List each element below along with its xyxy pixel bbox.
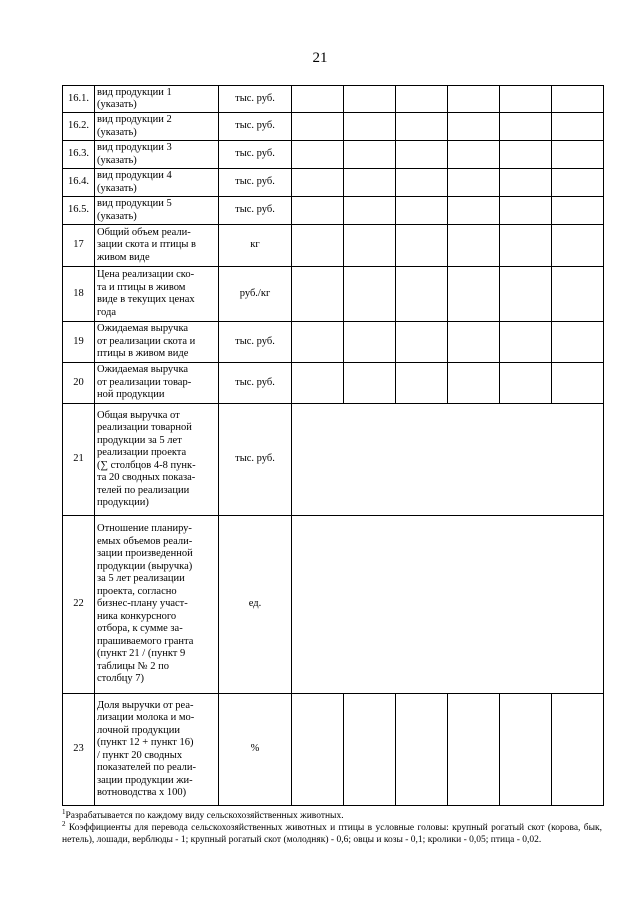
- row-description: [95, 267, 219, 322]
- value-cell: [448, 141, 500, 169]
- value-cell: [292, 169, 344, 197]
- value-cell: [292, 113, 344, 141]
- value-cell: [552, 267, 604, 322]
- value-cell: [552, 363, 604, 404]
- value-cell: [552, 86, 604, 113]
- row-number: 16.5.: [63, 197, 95, 225]
- value-cell: [396, 225, 448, 267]
- value-cell: [396, 141, 448, 169]
- value-cell: [500, 86, 552, 113]
- value-cell: [552, 141, 604, 169]
- row-description: [95, 197, 219, 225]
- value-cell: [448, 267, 500, 322]
- row-description: [95, 169, 219, 197]
- value-cell: [344, 363, 396, 404]
- description-line: (∑ столбцов 4-8 пунк-: [97, 459, 196, 471]
- row-number: 19: [63, 322, 95, 363]
- value-cell: [552, 169, 604, 197]
- row-number: 16.1.: [63, 86, 95, 113]
- description-line: вид продукции 3: [97, 142, 172, 153]
- value-cell: [344, 141, 396, 169]
- description-line: Цена реализации ско-: [97, 269, 195, 280]
- value-cell: [396, 86, 448, 113]
- value-cell: [500, 225, 552, 267]
- value-cell: [448, 225, 500, 267]
- description-line: вид продукции 5: [97, 198, 172, 209]
- row-unit: тыс. руб.: [219, 197, 292, 225]
- value-cell: [344, 322, 396, 363]
- row-unit: тыс. руб.: [219, 363, 292, 404]
- description-line: (указать): [97, 126, 137, 138]
- footnote-2: $^2$ Коэффициенты для перевода сельскохозяйственных животных и птицы в условные головы: крупный рогатый скот (корова, бык, нетель), лошади, верблюды - 1; крупный рогатый скот (молодняк) - 0,6; овцы и козы - 0,1; кролики - 0,05; птица - 0,02.: [62, 819, 602, 845]
- value-cell: [344, 694, 396, 806]
- table-row: [63, 404, 604, 516]
- description-line: продукции (выручка): [97, 560, 193, 572]
- indicators-table: [62, 85, 604, 806]
- description-line: года: [97, 306, 116, 318]
- description-line: живом виде: [97, 251, 150, 263]
- row-number: 23: [63, 694, 95, 806]
- value-cell: [448, 694, 500, 806]
- description-line: (пункт 21 / (пункт 9: [97, 648, 186, 660]
- value-cell: [344, 113, 396, 141]
- description-line: от реализации товар-: [97, 376, 192, 388]
- row-unit: тыс. руб.: [219, 322, 292, 363]
- value-cell: [500, 169, 552, 197]
- row-unit: тыс. руб.: [219, 141, 292, 169]
- value-cell: [292, 267, 344, 322]
- value-cell: [500, 363, 552, 404]
- value-cell: [396, 197, 448, 225]
- page-number: 21: [312, 50, 328, 66]
- description-line: проекта, согласно: [97, 585, 177, 597]
- value-cell: [344, 267, 396, 322]
- footnote-1: $^1$Разрабатывается по каждому виду сельскохозяйственных животных.: [62, 807, 344, 821]
- description-line: Общий объем реали-: [97, 226, 191, 238]
- value-cell: [396, 267, 448, 322]
- table-row: [63, 197, 604, 225]
- row-unit: ед.: [219, 516, 292, 694]
- value-cell: [396, 322, 448, 363]
- row-number: 17: [63, 225, 95, 267]
- description-line: вид продукции 1: [97, 86, 172, 98]
- description-line: таблицы № 2 по: [97, 660, 170, 672]
- value-cell: [448, 363, 500, 404]
- description-line: отбора, к сумме за-: [97, 623, 183, 635]
- description-line: Ожидаемая выручка: [97, 323, 189, 335]
- description-line: за 5 лет реализации: [97, 573, 185, 585]
- row-description: [95, 225, 219, 267]
- value-cell: [500, 694, 552, 806]
- value-cell: [500, 113, 552, 141]
- description-line: (указать): [97, 99, 137, 110]
- description-line: показателей по реали-: [97, 762, 197, 773]
- description-line: зации скота и птицы в: [97, 239, 196, 251]
- table-row: [63, 322, 604, 363]
- table-row: [63, 86, 604, 113]
- description-line: (указать): [97, 182, 137, 194]
- description-line: столбцу 7): [97, 673, 145, 685]
- value-cell: [552, 694, 604, 806]
- row-number: 18: [63, 267, 95, 322]
- row-unit: тыс. руб.: [219, 86, 292, 113]
- footnotes: [62, 807, 602, 846]
- description-line: ной продукции: [97, 389, 165, 401]
- row-unit: тыс. руб.: [219, 113, 292, 141]
- description-line: виде в текущих ценах: [97, 294, 195, 305]
- value-cell: [344, 225, 396, 267]
- value-cell: [448, 169, 500, 197]
- description-line: от реализации скота и: [97, 335, 196, 347]
- description-line: / пункт 20 сводных: [97, 749, 183, 761]
- row-unit: тыс. руб.: [219, 404, 292, 516]
- table-row: [63, 141, 604, 169]
- description-line: птицы в живом виде: [97, 348, 189, 360]
- description-line: зации произведенной: [97, 548, 193, 560]
- description-line: продукции за 5 лет: [97, 434, 182, 446]
- value-cell: [292, 694, 344, 806]
- row-number: 16.2.: [63, 113, 95, 141]
- table-row: [63, 516, 604, 694]
- row-unit: %: [219, 694, 292, 806]
- table-row: [63, 694, 604, 806]
- row-unit: кг: [219, 225, 292, 267]
- description-line: вид продукции 2: [97, 114, 172, 125]
- value-cell: [292, 141, 344, 169]
- merged-value-cell: [292, 516, 604, 694]
- row-description: [95, 363, 219, 404]
- description-line: та 20 сводных показа-: [97, 472, 196, 483]
- row-description: [95, 404, 219, 516]
- row-description: [95, 322, 219, 363]
- value-cell: [500, 267, 552, 322]
- row-description: [95, 86, 219, 113]
- value-cell: [500, 322, 552, 363]
- row-description: [95, 516, 219, 694]
- description-line: реализации проекта: [97, 447, 187, 458]
- row-unit: тыс. руб.: [219, 169, 292, 197]
- description-line: ника конкурсного: [97, 610, 177, 622]
- value-cell: [448, 322, 500, 363]
- value-cell: [396, 169, 448, 197]
- value-cell: [292, 363, 344, 404]
- description-line: реализации товарной: [97, 422, 192, 433]
- table-row: [63, 225, 604, 267]
- description-line: Общая выручка от: [97, 409, 180, 421]
- value-cell: [292, 322, 344, 363]
- row-description: [95, 141, 219, 169]
- value-cell: [396, 363, 448, 404]
- description-line: емых объемов реали-: [97, 535, 193, 547]
- row-number: 21: [63, 404, 95, 516]
- value-cell: [448, 113, 500, 141]
- value-cell: [552, 225, 604, 267]
- description-line: зации продукции жи-: [97, 774, 193, 786]
- row-number: 16.3.: [63, 141, 95, 169]
- value-cell: [292, 86, 344, 113]
- description-line: Доля выручки от реа-: [97, 699, 194, 711]
- description-line: продукции): [97, 497, 149, 508]
- value-cell: [292, 225, 344, 267]
- description-line: та и птицы в живом: [97, 281, 186, 293]
- table-row: [63, 267, 604, 322]
- value-cell: [448, 86, 500, 113]
- description-line: телей по реализации: [97, 484, 190, 496]
- row-description: [95, 113, 219, 141]
- value-cell: [552, 113, 604, 141]
- value-cell: [344, 86, 396, 113]
- description-line: (пункт 12 + пункт 16): [97, 737, 194, 748]
- value-cell: [448, 197, 500, 225]
- table-row: [63, 363, 604, 404]
- value-cell: [396, 694, 448, 806]
- row-unit: руб./кг: [219, 267, 292, 322]
- description-line: бизнес-плану участ-: [97, 598, 188, 610]
- merged-value-cell: [292, 404, 604, 516]
- value-cell: [292, 197, 344, 225]
- description-line: вид продукции 4: [97, 170, 172, 181]
- description-line: прашиваемого гранта: [97, 635, 194, 647]
- value-cell: [552, 322, 604, 363]
- row-description: [95, 694, 219, 806]
- description-line: (указать): [97, 154, 137, 166]
- value-cell: [500, 197, 552, 225]
- table-row: [63, 169, 604, 197]
- table-row: [63, 113, 604, 141]
- description-line: Ожидаемая выручка: [97, 364, 189, 376]
- description-line: лочной продукции: [97, 724, 180, 736]
- row-number: 16.4.: [63, 169, 95, 197]
- value-cell: [552, 197, 604, 225]
- description-line: вотноводства х 100): [97, 787, 187, 798]
- value-cell: [500, 141, 552, 169]
- value-cell: [344, 169, 396, 197]
- value-cell: [396, 113, 448, 141]
- row-number: 20: [63, 363, 95, 404]
- description-line: Отношение планиру-: [97, 523, 192, 535]
- description-line: лизации молока и мо-: [97, 712, 195, 723]
- value-cell: [344, 197, 396, 225]
- row-number: 22: [63, 516, 95, 694]
- description-line: (указать): [97, 210, 137, 222]
